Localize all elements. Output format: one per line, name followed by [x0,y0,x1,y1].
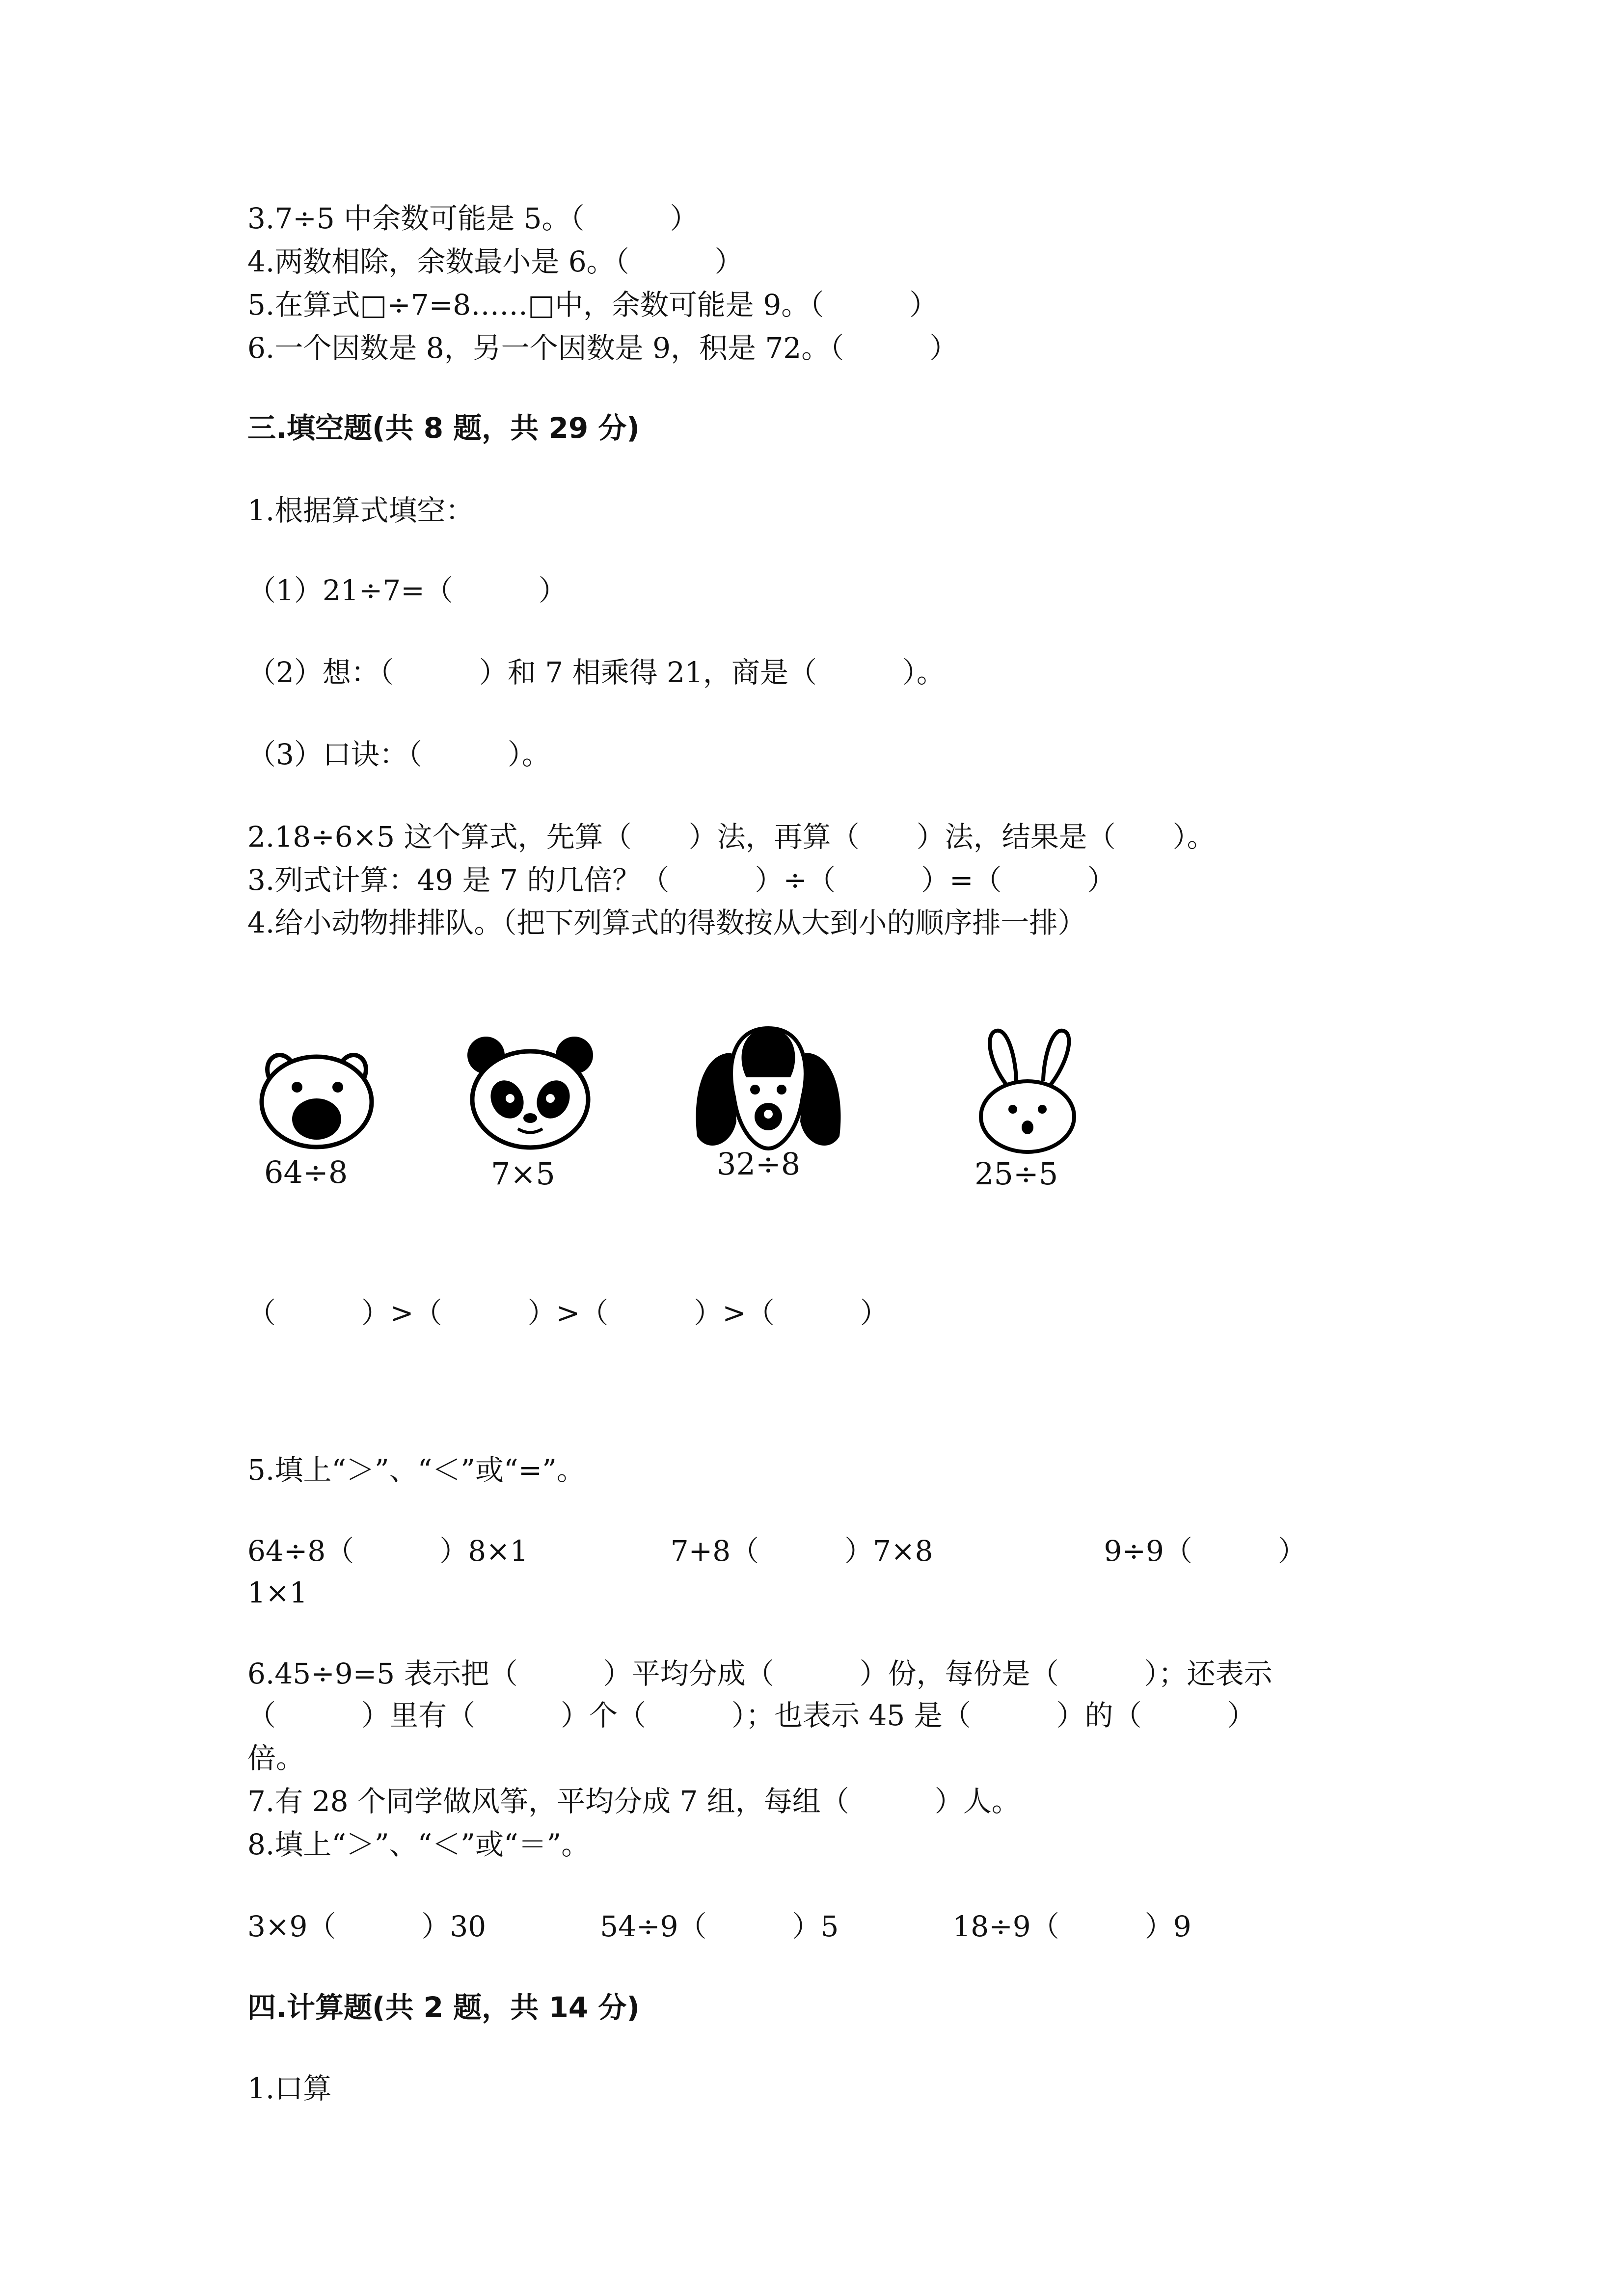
fill-question-2: 2.18÷6×5 这个算式，先算（ ）法，再算（ ）法，结果是（ ）。 [247,820,1216,854]
fill-question-5-title: 5.填上“＞”、“＜”或“=”。 [247,1453,585,1487]
judge-question-4: 4.两数相除，余数最小是 6。（ ） [247,245,743,278]
fill-question-8-row: 3×9（ ）30 54÷9（ ）5 18÷9（ ）9 [247,1910,1191,1943]
bear-icon [250,1041,383,1153]
dog-icon [692,1023,844,1156]
section-3-title: 三.填空题(共 8 题，共 29 分) [247,411,640,445]
judge-question-5: 5.在算式□÷7=8……□中，余数可能是 9。（ ） [247,288,938,321]
fill-question-5-row-2: 1×1 [247,1576,308,1609]
fill-question-1-part-2: （2）想：（ ）和 7 相乘得 21，商是（ ）。 [247,656,945,689]
panda-expression: 7×5 [491,1156,555,1192]
section-4-title: 四.计算题(共 2 题，共 14 分) [247,1991,640,2024]
fill-question-1-part-1: （1）21÷7=（ ） [247,574,567,607]
fill-question-7: 7.有 28 个同学做风筝，平均分成 7 组，每组（ ）人。 [247,1785,1020,1818]
dog-expression: 32÷8 [717,1146,801,1182]
fill-question-1-title: 1.根据算式填空： [247,494,474,527]
panda-icon [464,1031,596,1153]
fill-question-8-title: 8.填上“＞”、“＜”或“＝”。 [247,1828,590,1861]
fill-question-6-line-3: 倍。 [247,1741,305,1775]
rabbit-icon [970,1023,1083,1156]
fill-question-6-line-2: （ ）里有（ ）个（ ）；也表示 45 是（ ）的（ ） [247,1699,1256,1732]
judge-question-6: 6.一个因数是 8，另一个因数是 9，积是 72。（ ） [247,331,958,365]
bear-expression: 64÷8 [264,1154,348,1190]
fill-question-1-part-3: （3）口诀：（ ）。 [247,738,550,771]
judge-question-3: 3.7÷5 中余数可能是 5。（ ） [247,202,699,235]
fill-question-4-answer: （ ）>（ ）>（ ）>（ ） [247,1296,889,1330]
fill-question-5-row-1: 64÷8（ ）8×1 7+8（ ）7×8 9÷9（ ） [247,1534,1306,1568]
fill-question-6-line-1: 6.45÷9=5 表示把（ ）平均分成（ ）份，每份是（ ）；还表示 [247,1657,1272,1690]
fill-question-4-title: 4.给小动物排排队。（把下列算式的得数按从大到小的顺序排一排） [247,906,1086,939]
fill-question-3: 3.列式计算：49 是 7 的几倍？（ ）÷（ ）=（ ） [247,863,1116,897]
calc-question-1-title: 1.口算 [247,2072,332,2105]
rabbit-expression: 25÷5 [974,1156,1058,1192]
